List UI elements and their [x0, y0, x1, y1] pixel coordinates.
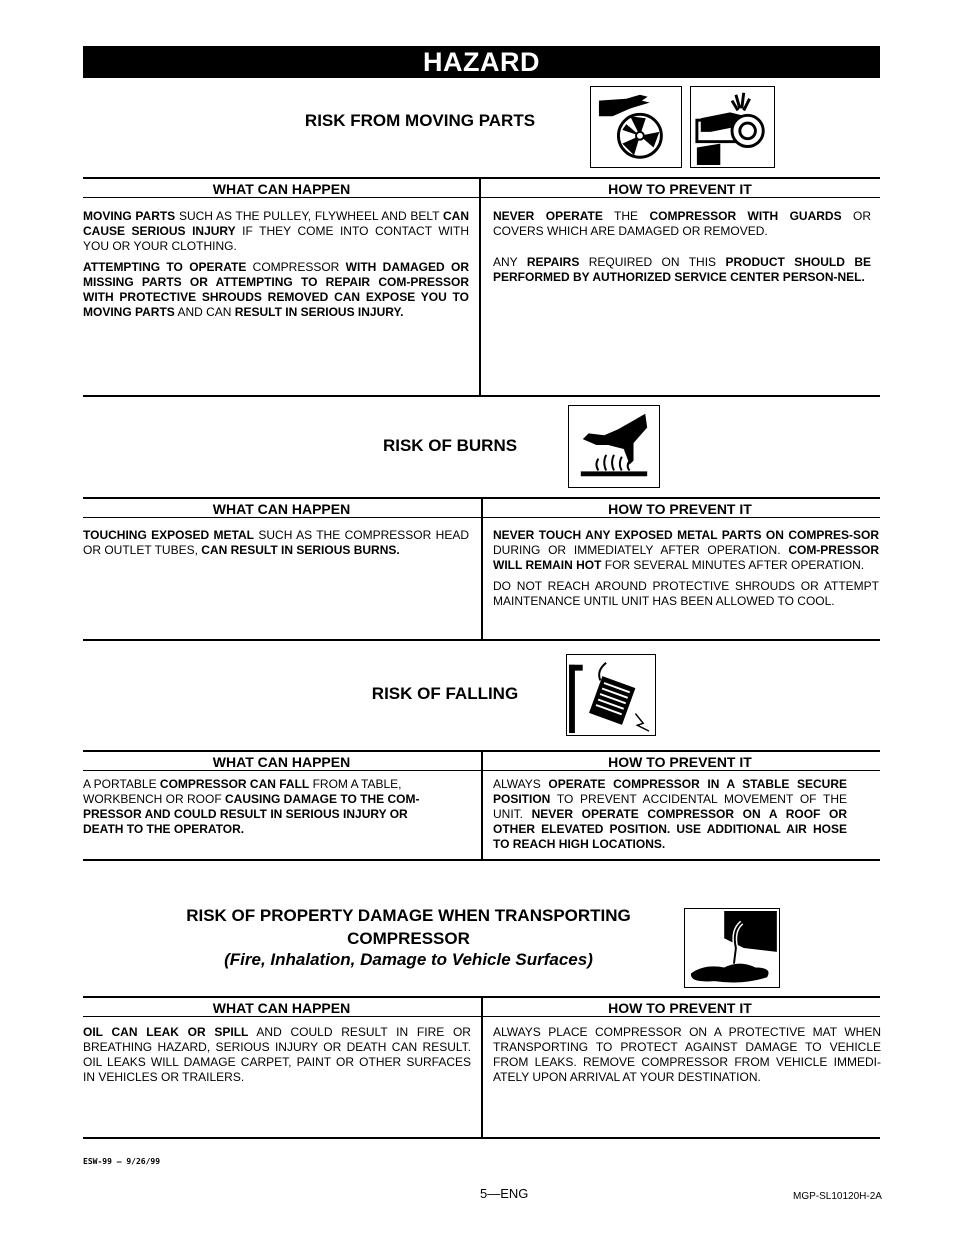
- falling-compressor-icon: [566, 654, 656, 736]
- paragraph: [83, 777, 443, 837]
- what-can-happen-header: WHAT CAN HAPPEN: [212, 754, 351, 770]
- paragraph: [83, 260, 469, 320]
- bold-run: NEVER OPERATE: [493, 209, 603, 223]
- paragraph: [83, 528, 469, 558]
- what-can-happen-header: WHAT CAN HAPPEN: [212, 501, 351, 517]
- section-title-falling: RISK OF FALLING: [371, 684, 519, 703]
- how-to-prevent-text: [493, 777, 847, 858]
- paragraph: [493, 777, 847, 852]
- text-run: FROM A TABLE, WORKBENCH OR ROOF: [83, 777, 402, 806]
- bold-run: CAN RESULT IN SERIOUS BURNS.: [201, 543, 400, 557]
- column-divider: [481, 497, 483, 640]
- text-run: SUCH AS THE COMPRESSOR HEAD OR OUTLET TUBES,: [83, 528, 469, 557]
- paragraph: [83, 1025, 471, 1085]
- section-title-burns: RISK OF BURNS: [382, 436, 518, 455]
- burns-table: [83, 497, 880, 641]
- text-run: A PORTABLE: [83, 777, 160, 791]
- hand-belt-pulley-hazard-icon: [690, 86, 775, 168]
- hazard-banner: HAZARD: [83, 46, 880, 78]
- text-run: REQUIRED ON THIS: [579, 255, 726, 269]
- paragraph: [493, 579, 879, 609]
- bold-run: NEVER OPERATE COMPRESSOR ON A ROOF OR OTHER ELEVATED POSITION. USE ADDITIONAL AIR HOSE TO REACH HIGH LOCATIONS.: [493, 807, 847, 851]
- column-divider: [481, 750, 483, 860]
- footer-code-date: ESW-99 — 9/26/99: [83, 1157, 161, 1166]
- table-bottom-rule: [83, 859, 880, 861]
- text-run: AND COULD RESULT IN FIRE OR BREATHING HAZARD, SERIOUS INJURY OR DEATH CAN RESULT. OIL LEAKS WILL DAMAGE CARPET, PAINT OR OTHER SURFACES IN VEHICLES OR TRAILERS.: [83, 1025, 471, 1084]
- how-to-prevent-header: HOW TO PREVENT IT: [608, 181, 752, 197]
- table-header: [83, 177, 880, 198]
- text-run: DURING OR IMMEDIATELY AFTER OPERATION.: [493, 543, 789, 557]
- what-can-happen-text: [83, 777, 443, 843]
- text-run: DO NOT REACH AROUND PROTECTIVE SHROUDS OR ATTEMPT MAINTENANCE UNTIL UNIT HAS BEEN ALLOWED TO COOL.: [493, 579, 879, 608]
- text-run: COMPRESSOR: [246, 260, 346, 274]
- bold-run: WITH DAMAGED OR MISSING PARTS OR ATTEMPTING TO REPAIR COM-PRESSOR WITH PROTECTIVE SHROUDS REMOVED CAN EXPOSE YOU TO MOVING PARTS: [83, 260, 469, 319]
- paragraph: [493, 1025, 881, 1085]
- property-damage-table: [83, 996, 880, 1140]
- table-bottom-rule: [83, 639, 880, 641]
- section-title-moving-parts: RISK FROM MOVING PARTS: [304, 111, 536, 130]
- paragraph: [83, 209, 469, 254]
- bold-run: ATTEMPTING TO OPERATE: [83, 260, 247, 274]
- how-to-prevent-text: [493, 209, 871, 291]
- text-run: FOR SEVERAL MINUTES AFTER OPERATION.: [601, 558, 865, 572]
- what-can-happen-text: [83, 1025, 471, 1091]
- text-run: AND CAN: [174, 305, 235, 319]
- how-to-prevent-header: HOW TO PREVENT IT: [608, 1000, 752, 1016]
- text-run: IF THEY COME INTO CONTACT WITH YOU OR YOUR CLOTHING.: [83, 224, 470, 253]
- hand-hot-surface-icon: [568, 405, 660, 488]
- bold-run: COM-PRESSOR WILL REMAIN HOT: [493, 543, 879, 572]
- bold-run: TOUCHING EXPOSED METAL: [83, 528, 254, 542]
- table-bottom-rule: [83, 395, 880, 397]
- bold-run: MOVING PARTS: [83, 209, 176, 223]
- paragraph: [493, 528, 879, 573]
- paragraph: [493, 255, 871, 285]
- document-number: MGP-SL10120H-2A: [793, 1191, 882, 1202]
- text-run: ANY: [493, 255, 527, 269]
- text-run: SUCH AS THE PULLEY, FLYWHEEL AND BELT: [175, 209, 444, 223]
- table-bottom-rule: [83, 1137, 880, 1139]
- bold-run: PRODUCT SHOULD BE PERFORMED BY AUTHORIZED SERVICE CENTER PERSON-NEL.: [493, 255, 872, 284]
- moving-parts-table: [83, 177, 880, 397]
- bold-run: COMPRESSOR WITH GUARDS: [649, 209, 842, 223]
- bold-run: OIL CAN LEAK OR SPILL: [83, 1025, 249, 1039]
- bold-run: CAN CAUSE SERIOUS INJURY: [83, 209, 470, 238]
- bold-run: REPAIRS: [526, 255, 580, 269]
- bold-run: RESULT IN SERIOUS INJURY.: [234, 305, 404, 319]
- how-to-prevent-header: HOW TO PREVENT IT: [608, 501, 752, 517]
- how-to-prevent-text: [493, 528, 879, 615]
- text-run: TO PREVENT ACCIDENTAL MOVEMENT OF THE UNIT.: [493, 792, 847, 821]
- what-can-happen-header: WHAT CAN HAPPEN: [212, 1000, 351, 1016]
- bold-run: CAUSING DAMAGE TO THE COM-PRESSOR AND COULD RESULT IN SERIOUS INJURY OR DEATH TO THE OPERATOR.: [83, 792, 420, 836]
- text-run: OR COVERS WHICH ARE DAMAGED OR REMOVED.: [493, 209, 872, 238]
- bold-run: COMPRESSOR CAN FALL: [159, 777, 310, 791]
- what-can-happen-text: [83, 528, 469, 564]
- text-run: ALWAYS PLACE COMPRESSOR ON A PROTECTIVE MAT WHEN TRANSPORTING TO PROTECT AGAINST DAMAGE TO VEHICLE FROM LEAKS. REMOVE COMPRESSOR FROM VEHICLE IMMEDI-ATELY UPON ARRIVAL AT YOUR DESTINATION.: [493, 1025, 881, 1084]
- text-run: THE: [602, 209, 650, 223]
- section-title-property-damage: RISK OF PROPERTY DAMAGE WHEN TRANSPORTING COMPRESSOR: [186, 906, 631, 948]
- bold-run: OPERATE COMPRESSOR IN A STABLE SECURE POSITION: [493, 777, 848, 806]
- what-can-happen-header: WHAT CAN HAPPEN: [212, 181, 351, 197]
- paragraph: [493, 209, 871, 239]
- text-run: ALWAYS: [493, 777, 549, 791]
- bold-run: NEVER TOUCH ANY EXPOSED METAL PARTS ON COMPRES-SOR: [493, 528, 879, 542]
- oil-leak-spill-icon: [684, 908, 780, 988]
- column-divider: [481, 996, 483, 1139]
- page-number: 5—ENG: [480, 1186, 529, 1201]
- how-to-prevent-header: HOW TO PREVENT IT: [608, 754, 752, 770]
- how-to-prevent-text: [493, 1025, 881, 1091]
- section-subtitle-property-damage: (Fire, Inhalation, Damage to Vehicle Surfaces): [224, 950, 593, 969]
- column-divider: [479, 177, 481, 396]
- falling-table: [83, 750, 880, 861]
- what-can-happen-text: [83, 209, 469, 326]
- hand-fan-hazard-icon: [590, 86, 682, 168]
